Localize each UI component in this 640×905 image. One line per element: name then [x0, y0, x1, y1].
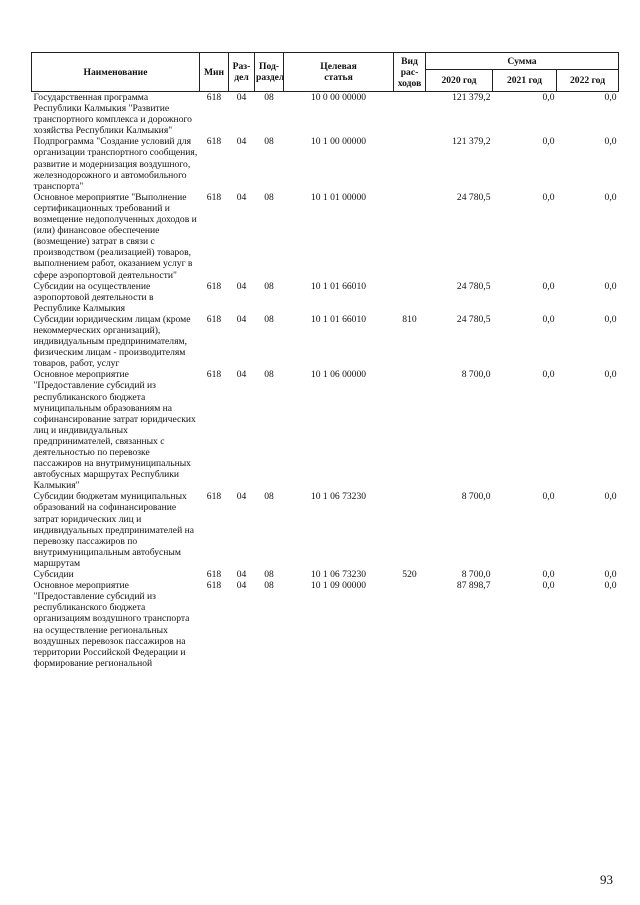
row-2021: 0,0 — [542, 136, 555, 148]
row-podrazdel: 08 — [264, 580, 274, 592]
row-target: 10 1 06 00000 — [310, 369, 367, 381]
table-row — [32, 92, 619, 137]
row-min: 618 — [206, 369, 222, 381]
row-2020: 24 780,5 — [456, 191, 491, 203]
header-vid: Вид рас- ходов — [394, 53, 426, 92]
row-2021: 0,0 — [542, 369, 555, 381]
row-min: 618 — [206, 191, 222, 203]
row-2021: 0,0 — [542, 92, 555, 103]
row-vid — [394, 136, 426, 191]
row-name: Субсидии бюджетам муниципальных образований на софинансирование затрат юридических лиц и индивидуальных предпринимателей на перевозку пассажиров по внутримуниципальным автобусным маршрутам — [33, 491, 194, 569]
row-2020: 121 379,2 — [452, 92, 491, 103]
row-2020: 24 780,5 — [456, 313, 491, 325]
header-name: Наименование — [32, 53, 200, 92]
table-row — [32, 314, 619, 369]
table-row — [32, 569, 619, 580]
row-name: Основное мероприятие "Предоставление субсидий из республиканского бюджета муниципальным образованиям на софинансирование затрат юридических лиц и индивидуальных предпринимателей, связанных с деятельностью по перевозке пассажиров на внутримуниципальных автобусных маршрутах Республики Калмыкия" — [33, 369, 196, 492]
row-vid — [394, 192, 426, 281]
row-vid — [394, 369, 426, 491]
row-2021: 0,0 — [542, 191, 555, 203]
row-min: 618 — [206, 580, 222, 592]
row-2020: 87 898,7 — [456, 580, 491, 592]
table-row — [32, 491, 619, 569]
row-min: 618 — [206, 569, 222, 581]
row-min: 618 — [206, 313, 222, 325]
row-vid: 810 — [402, 313, 417, 325]
row-2022: 0,0 — [604, 569, 617, 581]
row-podrazdel: 08 — [264, 491, 274, 503]
row-vid — [394, 92, 426, 137]
row-2022: 0,0 — [604, 313, 617, 325]
row-2021: 0,0 — [542, 569, 555, 581]
row-2021: 0,0 — [542, 580, 555, 592]
row-2022: 0,0 — [604, 369, 617, 381]
row-2022: 0,0 — [604, 580, 617, 592]
row-name: Основное мероприятие "Выполнение сертификационных требований и возмещение недополученных доходов и (или) финансовое обеспечение (возмещение) затрат в связи с производством (реализацией) товаров, выполнением работ, оказанием услуг в сфере аэропортовой деятельности" — [33, 191, 197, 281]
row-name: Субсидии — [33, 569, 74, 581]
row-razdel: 04 — [236, 569, 247, 581]
row-2022: 0,0 — [604, 280, 617, 292]
row-2022: 0,0 — [604, 191, 617, 203]
row-target: 10 1 01 66010 — [310, 313, 367, 325]
header-2020: 2020 год — [426, 70, 493, 92]
row-name: Субсидии юридическим лицам (кроме некоммерческих организаций), индивидуальным предпринимателям, физическим лицам - производителям товаров, работ, услуг — [33, 313, 191, 370]
row-podrazdel: 08 — [264, 313, 274, 325]
row-2022: 0,0 — [604, 92, 617, 103]
header-min: Мин — [200, 53, 229, 92]
row-name: Субсидии на осуществление аэропортовой деятельности в Республике Калмыкия — [33, 280, 154, 314]
row-target: 10 1 00 00000 — [310, 136, 367, 148]
row-razdel: 04 — [236, 191, 247, 203]
row-name: Подпрограмма "Создание условий для организации транспортного сообщения, развитие и модернизация воздушного, железнодорожного и автомобильного транспорта" — [33, 136, 198, 192]
row-podrazdel: 08 — [264, 369, 274, 381]
row-target: 10 0 00 00000 — [310, 92, 367, 103]
header-podrazdel: Под- раздел — [255, 53, 284, 92]
row-podrazdel: 08 — [264, 569, 274, 581]
row-2020: 8 700,0 — [461, 491, 491, 503]
row-vid — [394, 491, 426, 569]
header-razdel: Раз- дел — [229, 53, 255, 92]
row-min: 618 — [206, 280, 222, 292]
budget-table — [31, 52, 619, 669]
row-vid — [394, 580, 426, 669]
page-number: 93 — [600, 872, 613, 887]
row-min: 618 — [206, 136, 222, 148]
row-2020: 8 700,0 — [461, 569, 491, 581]
row-vid — [394, 281, 426, 314]
row-podrazdel: 08 — [264, 280, 274, 292]
row-razdel: 04 — [236, 136, 247, 148]
row-target: 10 1 01 00000 — [310, 191, 367, 203]
table-row — [32, 136, 619, 191]
row-podrazdel: 08 — [264, 136, 274, 148]
header-target: Целевая статья — [284, 53, 394, 92]
row-name: Государственная программа Республики Калмыкия "Развитие транспортного комплекса и дорожного хозяйства Республики Калмыкия" — [33, 92, 192, 137]
header-2021: 2021 год — [493, 70, 557, 92]
row-2022: 0,0 — [604, 136, 617, 148]
table-row — [32, 369, 619, 491]
row-2022: 0,0 — [604, 491, 617, 503]
header-sum: Сумма — [426, 53, 619, 70]
table-row — [32, 281, 619, 314]
row-2020: 8 700,0 — [461, 369, 491, 381]
row-name: Основное мероприятие "Предоставление субсидий из республиканского бюджета организациям воздушного транспорта на осуществление региональных воздушных перевозок пассажиров на территории Российской Федерации и формирование региональной — [33, 580, 190, 669]
row-podrazdel: 08 — [264, 92, 274, 103]
table-row — [32, 580, 619, 669]
row-razdel: 04 — [236, 369, 247, 381]
row-target: 10 1 01 66010 — [310, 280, 367, 292]
header-2022: 2022 год — [557, 70, 619, 92]
row-2021: 0,0 — [542, 313, 555, 325]
row-razdel: 04 — [236, 580, 247, 592]
row-target: 10 1 09 00000 — [310, 580, 367, 592]
row-target: 10 1 06 73230 — [310, 491, 367, 503]
row-podrazdel: 08 — [264, 191, 274, 203]
row-vid: 520 — [402, 569, 417, 581]
row-razdel: 04 — [236, 92, 247, 103]
row-2020: 121 379,2 — [452, 136, 491, 148]
row-min: 618 — [206, 491, 222, 503]
row-target: 10 1 06 73230 — [310, 569, 367, 581]
row-2021: 0,0 — [542, 280, 555, 292]
row-razdel: 04 — [236, 313, 247, 325]
table-row — [32, 192, 619, 281]
row-2021: 0,0 — [542, 491, 555, 503]
row-razdel: 04 — [236, 491, 247, 503]
row-min: 618 — [206, 92, 222, 103]
row-2020: 24 780,5 — [456, 280, 491, 292]
row-razdel: 04 — [236, 280, 247, 292]
